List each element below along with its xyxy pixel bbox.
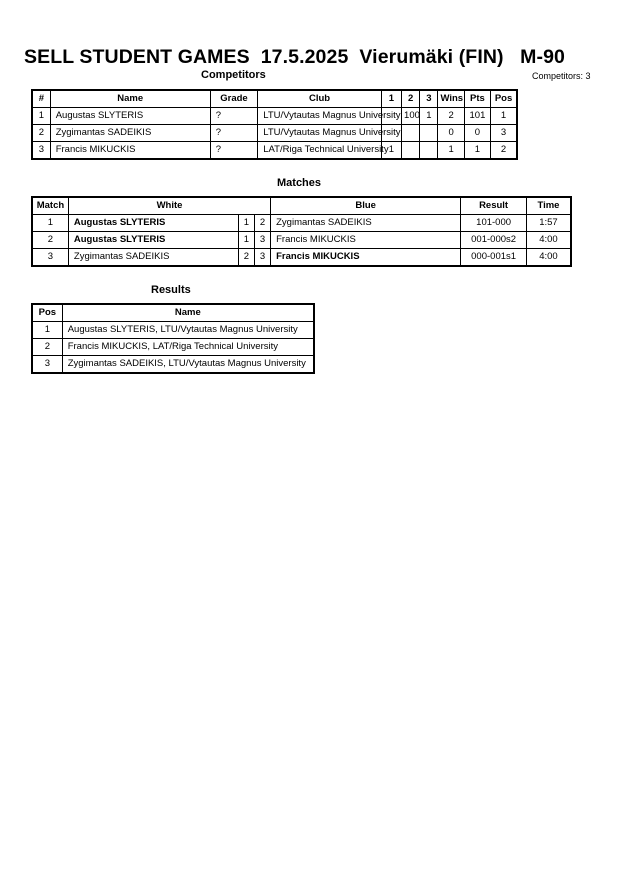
competitors-caption: Competitors xyxy=(201,69,266,81)
match-time: 4:00 xyxy=(526,232,571,249)
competitor-r2: 100 xyxy=(402,108,420,125)
col-blue-header: Blue xyxy=(271,197,461,215)
competitor-r1: 1 xyxy=(381,142,401,160)
competitor-num: 1 xyxy=(32,108,50,125)
table-row xyxy=(32,215,571,232)
table-row xyxy=(32,108,517,125)
col-result-pos-header: Pos xyxy=(32,304,62,322)
result-name: Augustas SLYTERIS, LTU/Vytautas Magnus University xyxy=(62,322,314,339)
competitor-club: LTU/Vytautas Magnus University xyxy=(258,108,382,125)
match-white-num: 2 xyxy=(238,249,254,267)
col-result-name-header: Name xyxy=(62,304,314,322)
competitor-r3 xyxy=(420,142,438,160)
matches-header-row xyxy=(32,197,571,215)
table-row xyxy=(32,322,314,339)
match-result: 001-000s2 xyxy=(461,232,527,249)
result-pos: 2 xyxy=(32,339,62,356)
match-blue-num: 3 xyxy=(254,232,270,249)
col-r1-header: 1 xyxy=(381,90,401,108)
col-result-header: Result xyxy=(461,197,527,215)
table-row xyxy=(32,232,571,249)
competitors-table xyxy=(31,89,518,160)
result-pos: 1 xyxy=(32,322,62,339)
competitor-r2 xyxy=(402,125,420,142)
match-time: 4:00 xyxy=(526,249,571,267)
match-number: 1 xyxy=(32,215,68,232)
matches-table xyxy=(31,196,572,267)
competitor-name: Francis MIKUCKIS xyxy=(50,142,210,160)
match-blue-player: Zygimantas SADEIKIS xyxy=(271,215,461,232)
competitors-header-row xyxy=(32,90,517,108)
table-row xyxy=(32,356,314,374)
col-wins-header: Wins xyxy=(438,90,464,108)
competitor-pos: 1 xyxy=(491,108,517,125)
col-white-header: White xyxy=(68,197,270,215)
results-header-row xyxy=(32,304,314,322)
competitor-pts: 101 xyxy=(464,108,490,125)
competitor-r3: 1 xyxy=(420,108,438,125)
competitor-wins: 2 xyxy=(438,108,464,125)
competitor-pts: 1 xyxy=(464,142,490,160)
competitor-num: 3 xyxy=(32,142,50,160)
competitor-grade: ? xyxy=(210,125,258,142)
competitor-r2 xyxy=(402,142,420,160)
competitors-count: Competitors: 3 xyxy=(532,71,591,81)
match-white-player: Augustas SLYTERIS xyxy=(68,215,238,232)
match-blue-player: Francis MIKUCKIS xyxy=(271,249,461,267)
col-name-header: Name xyxy=(50,90,210,108)
competitor-wins: 0 xyxy=(438,125,464,142)
result-name: Francis MIKUCKIS, LAT/Riga Technical University xyxy=(62,339,314,356)
table-row xyxy=(32,249,571,267)
table-row xyxy=(32,142,517,160)
competitor-club: LAT/Riga Technical University xyxy=(258,142,382,160)
match-white-num: 1 xyxy=(238,232,254,249)
col-pts-header: Pts xyxy=(464,90,490,108)
match-number: 2 xyxy=(32,232,68,249)
match-white-num: 1 xyxy=(238,215,254,232)
col-club-header: Club xyxy=(258,90,382,108)
competitor-name: Augustas SLYTERIS xyxy=(50,108,210,125)
table-row xyxy=(32,125,517,142)
col-pos-header: Pos xyxy=(491,90,517,108)
results-caption: Results xyxy=(151,284,191,296)
col-r2-header: 2 xyxy=(402,90,420,108)
match-result: 101-000 xyxy=(461,215,527,232)
result-pos: 3 xyxy=(32,356,62,374)
col-time-header: Time xyxy=(526,197,571,215)
competitor-pos: 3 xyxy=(491,125,517,142)
col-r3-header: 3 xyxy=(420,90,438,108)
col-grade-header: Grade xyxy=(210,90,258,108)
match-white-player: Zygimantas SADEIKIS xyxy=(68,249,238,267)
results-table xyxy=(31,303,315,374)
col-num-header: # xyxy=(32,90,50,108)
match-time: 1:57 xyxy=(526,215,571,232)
competitor-grade: ? xyxy=(210,108,258,125)
competitor-wins: 1 xyxy=(438,142,464,160)
competitor-club: LTU/Vytautas Magnus University xyxy=(258,125,382,142)
competitor-grade: ? xyxy=(210,142,258,160)
competitor-name: Zygimantas SADEIKIS xyxy=(50,125,210,142)
match-blue-num: 3 xyxy=(254,249,270,267)
competitor-r3 xyxy=(420,125,438,142)
match-blue-num: 2 xyxy=(254,215,270,232)
table-row xyxy=(32,339,314,356)
competitor-num: 2 xyxy=(32,125,50,142)
match-white-player: Augustas SLYTERIS xyxy=(68,232,238,249)
result-name: Zygimantas SADEIKIS, LTU/Vytautas Magnus University xyxy=(62,356,314,374)
match-blue-player: Francis MIKUCKIS xyxy=(271,232,461,249)
col-match-header: Match xyxy=(32,197,68,215)
match-result: 000-001s1 xyxy=(461,249,527,267)
competitor-pts: 0 xyxy=(464,125,490,142)
page-title: SELL STUDENT GAMES 17.5.2025 Vierumäki (FIN) M-90 xyxy=(24,46,565,68)
matches-caption: Matches xyxy=(277,177,322,189)
competitor-pos: 2 xyxy=(491,142,517,160)
match-number: 3 xyxy=(32,249,68,267)
